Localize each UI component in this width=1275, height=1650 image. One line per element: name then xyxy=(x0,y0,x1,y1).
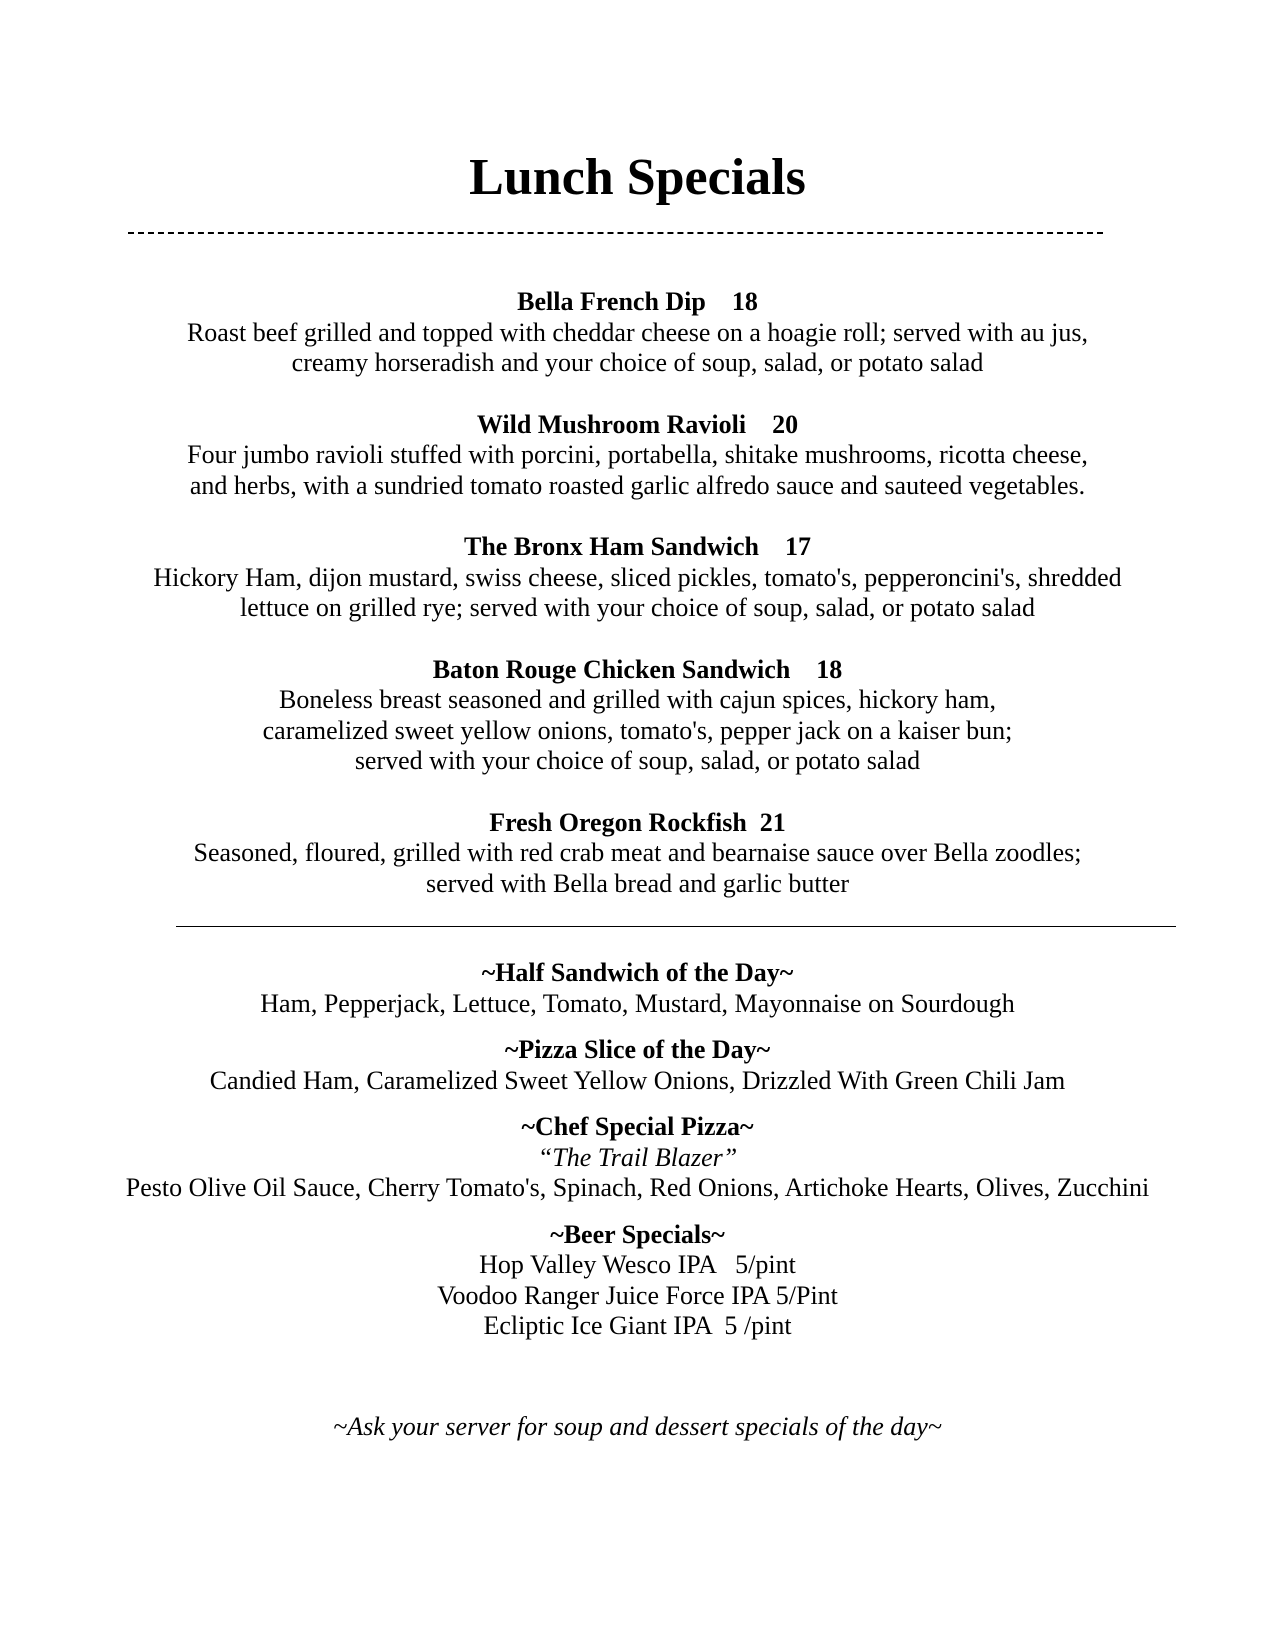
menu-item-name: Bella French Dip 18 xyxy=(517,287,758,316)
menu-item-description-line: lettuce on grilled rye; served with your choice of soup, salad, or potato salad xyxy=(240,593,1035,622)
menu-item-description-line: Hickory Ham, dijon mustard, swiss cheese, sliced pickles, tomato's, pepperoncini's, shredded xyxy=(153,562,1122,592)
chef-pizza-heading: ~Chef Special Pizza~ xyxy=(521,1112,754,1141)
beer-specials-heading: ~Beer Specials~ xyxy=(550,1219,725,1249)
menu-item-description-line: Boneless breast seasoned and grilled with cajun spices, hickory ham, xyxy=(279,685,996,714)
menu-item-name: Fresh Oregon Rockfish 21 xyxy=(489,807,786,837)
beer-item: Ecliptic Ice Giant IPA 5 /pint xyxy=(483,1311,792,1340)
half-sandwich-text: Ham, Pepperjack, Lettuce, Tomato, Mustard, Mayonnaise on Sourdough xyxy=(260,988,1015,1018)
pizza-slice-text: Candied Ham, Caramelized Sweet Yellow Onions, Drizzled With Green Chili Jam xyxy=(209,1065,1066,1095)
pizza-slice-heading: ~Pizza Slice of the Day~ xyxy=(504,1035,771,1064)
menu-item-name: Baton Rouge Chicken Sandwich 18 xyxy=(432,654,843,684)
menu-item-description-line: caramelized sweet yellow onions, tomato's, pepper jack on a kaiser bun; xyxy=(262,715,1013,745)
section-divider xyxy=(176,926,1176,927)
half-sandwich-section xyxy=(0,958,1275,1019)
menu-item xyxy=(0,410,1275,502)
menu-item xyxy=(0,287,1275,379)
footer-note: ~Ask your server for soup and dessert specials of the day~ xyxy=(333,1412,942,1441)
menu-item xyxy=(0,655,1275,777)
menu-item-description-line: Four jumbo ravioli stuffed with porcini, portabella, shitake mushrooms, ricotta cheese, xyxy=(187,440,1088,469)
dashed-divider xyxy=(128,232,1103,234)
page-title: Lunch Specials xyxy=(469,149,806,206)
beer-item: Hop Valley Wesco IPA 5/pint xyxy=(479,1250,796,1279)
daily-specials xyxy=(0,958,1275,1358)
pizza-slice-section xyxy=(0,1035,1275,1096)
menu-item-name: Wild Mushroom Ravioli 20 xyxy=(476,409,799,439)
menu-item-name: The Bronx Ham Sandwich 17 xyxy=(464,532,811,561)
half-sandwich-heading: ~Half Sandwich of the Day~ xyxy=(481,958,794,987)
beer-specials-section xyxy=(0,1220,1275,1342)
chef-pizza-text: Pesto Olive Oil Sauce, Cherry Tomato's, Spinach, Red Onions, Artichoke Hearts, Olives, Zucchini xyxy=(125,1173,1150,1202)
menu-item-description-line: creamy horseradish and your choice of soup, salad, or potato salad xyxy=(291,348,984,377)
menu-item xyxy=(0,532,1275,624)
menu-item-description-line: and herbs, with a sundried tomato roasted garlic alfredo sauce and sauteed vegetables. xyxy=(189,470,1086,500)
menu-item-description-line: served with your choice of soup, salad, or potato salad xyxy=(354,746,921,775)
menu-item-description-line: Seasoned, floured, grilled with red crab meat and bearnaise sauce over Bella zoodles; xyxy=(193,838,1082,867)
lunch-specials-list xyxy=(0,287,1275,930)
menu-item-description-line: served with Bella bread and garlic butter xyxy=(425,868,850,898)
chef-pizza-section xyxy=(0,1112,1275,1204)
menu-item xyxy=(0,808,1275,900)
chef-pizza-name: “The Trail Blazer” xyxy=(537,1142,738,1172)
menu-item-description-line: Roast beef grilled and topped with cheddar cheese on a hoagie roll; served with au jus, xyxy=(186,317,1089,347)
beer-item: Voodoo Ranger Juice Force IPA 5/Pint xyxy=(437,1280,838,1310)
